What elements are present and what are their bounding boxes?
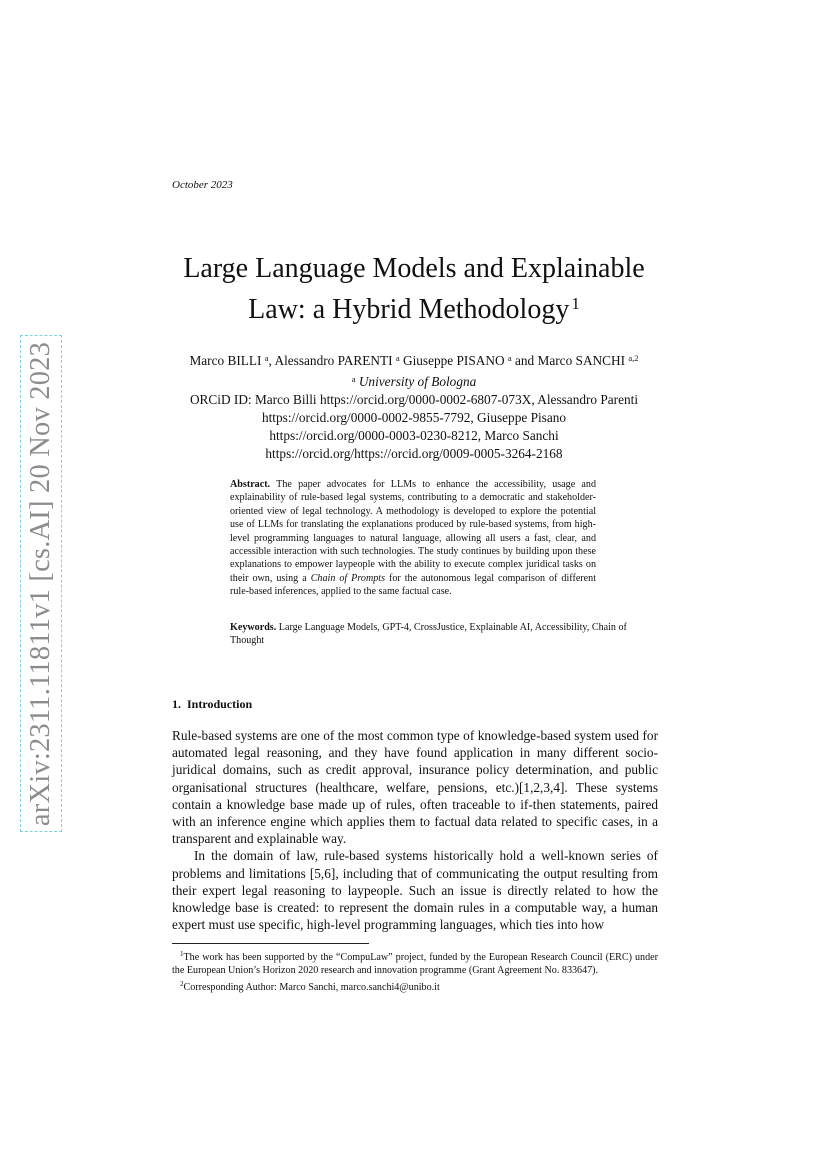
affiliation — [172, 370, 656, 391]
footnote — [172, 978, 658, 994]
abstract — [230, 478, 596, 599]
footnote-rule — [172, 943, 369, 944]
affiliation-name: University of Bologna — [358, 374, 477, 389]
abstract-emphasis: Chain of Prompts — [310, 572, 386, 584]
affiliation-mark: a — [351, 374, 356, 384]
paragraph: In the domain of law, rule-based systems historically hold a well-known series of problems and limitations [5,6], including that of communicating the output resulting from their expert legal reasoning to laypeople. Such an issue is directly related to how the knowledge base is created: to represent the domain rules in a computable way, a human expert must use specific, high-level programming languages, which ties into how — [172, 848, 658, 933]
orcid-line: https://orcid.org/https://orcid.org/0009-0005-3264-2168 — [265, 446, 563, 461]
author-affiliation-mark: a,2 — [628, 353, 639, 363]
author-list: Marco BILLI $^a$, Alessandro PARENTI $^a$ Giuseppe PISANO $^a$ and Marco SANCHI $^{a,2}$ — [189, 353, 639, 368]
orcid-line: ORCiD ID: Marco Billi https://orcid.org/0000-0002-6807-073X, Alessandro Parenti — [189, 392, 639, 407]
paragraph: Rule-based systems are one of the most common type of knowledge-based system used for automated legal reasoning, and they have found application in many different socio-juridical domains, such as credit approval, insurance policy determination, and public organisational structures (healthcare, welfare, pensions, etc.)[1,2,3,4]. These systems contain a knowledge base made up of rules, often traceable to if-then statements, paired with an inference engine which applies them to factual data related to specific cases, in a transparent and explainable way. — [172, 728, 658, 847]
paper-title: Large Language Models and Explainable Law: a Hybrid Methodology — [183, 253, 645, 325]
keywords — [230, 621, 630, 648]
abstract-label: Abstract. — [230, 479, 271, 490]
footnote-mark: 1 — [180, 950, 184, 958]
footnote-text: Corresponding Author: Marco Sanchi, marco.sanchi4@unibo.it — [183, 981, 440, 993]
author-affiliation-mark: a — [395, 353, 400, 363]
footnote-mark: 2 — [180, 979, 184, 988]
footnotes — [172, 948, 658, 994]
footnote — [172, 948, 658, 978]
author-name: Marco BILLI — [189, 353, 262, 368]
keywords-label: Keywords. — [230, 622, 277, 633]
section-title: Introduction — [187, 697, 253, 711]
orcid-line: https://orcid.org/0000-0002-9855-7792, Giuseppe Pisano — [261, 410, 567, 425]
keywords-text: Large Language Models, GPT-4, CrossJustice, Explainable AI, Accessibility, Chain of Thought — [230, 622, 627, 647]
author-affiliation-mark: a — [507, 353, 512, 363]
publication-date: October 2023 — [172, 179, 233, 191]
author-name: Marco SANCHI — [537, 353, 626, 368]
body-text — [172, 727, 658, 933]
paper-title-block — [172, 251, 656, 327]
author-conjunction: and — [515, 353, 535, 368]
orcid-line: https://orcid.org/0000-0003-0230-8212, Marco Sanchi — [269, 428, 559, 443]
abstract-text-end: for the autonomous legal comparison of different rule-based inferences, applied to the same factual case. — [230, 572, 596, 598]
author-block — [172, 349, 656, 463]
abstract-text: The paper advocates for LLMs to enhance the accessibility, usage and explainability of rule-based legal systems, contributing to a democratic and stakeholder-oriented view of legal technology. A methodology is developed to explore the potential use of LLMs for translating the explanations produced by rule-based systems, from high-level programming languages to natural language, allowing all users a fast, clear, and accessible interaction with such technologies. The study continues by building upon these explanations to empower laypeople with the ability to execute complex juridical tasks on their own, using a — [230, 479, 596, 584]
footnote-text: The work has been supported by the “CompuLaw” project, funded by the European Research Council (ERC) under the European Union’s Horizon 2020 research and innovation programme (Grant Agreement No. 833647). — [172, 952, 658, 977]
arxiv-identifier: arXiv:2311.11811v1 [cs.AI] 20 Nov 2023 — [25, 341, 56, 826]
author-name: Giuseppe PISANO — [402, 353, 505, 368]
author-name: Alessandro PARENTI — [274, 353, 393, 368]
section-heading — [172, 697, 252, 712]
section-number: 1. — [172, 697, 181, 711]
arxiv-identifier-stamp — [20, 335, 62, 832]
title-footnote-mark: 1 — [571, 294, 580, 313]
author-affiliation-mark: a — [264, 353, 269, 363]
